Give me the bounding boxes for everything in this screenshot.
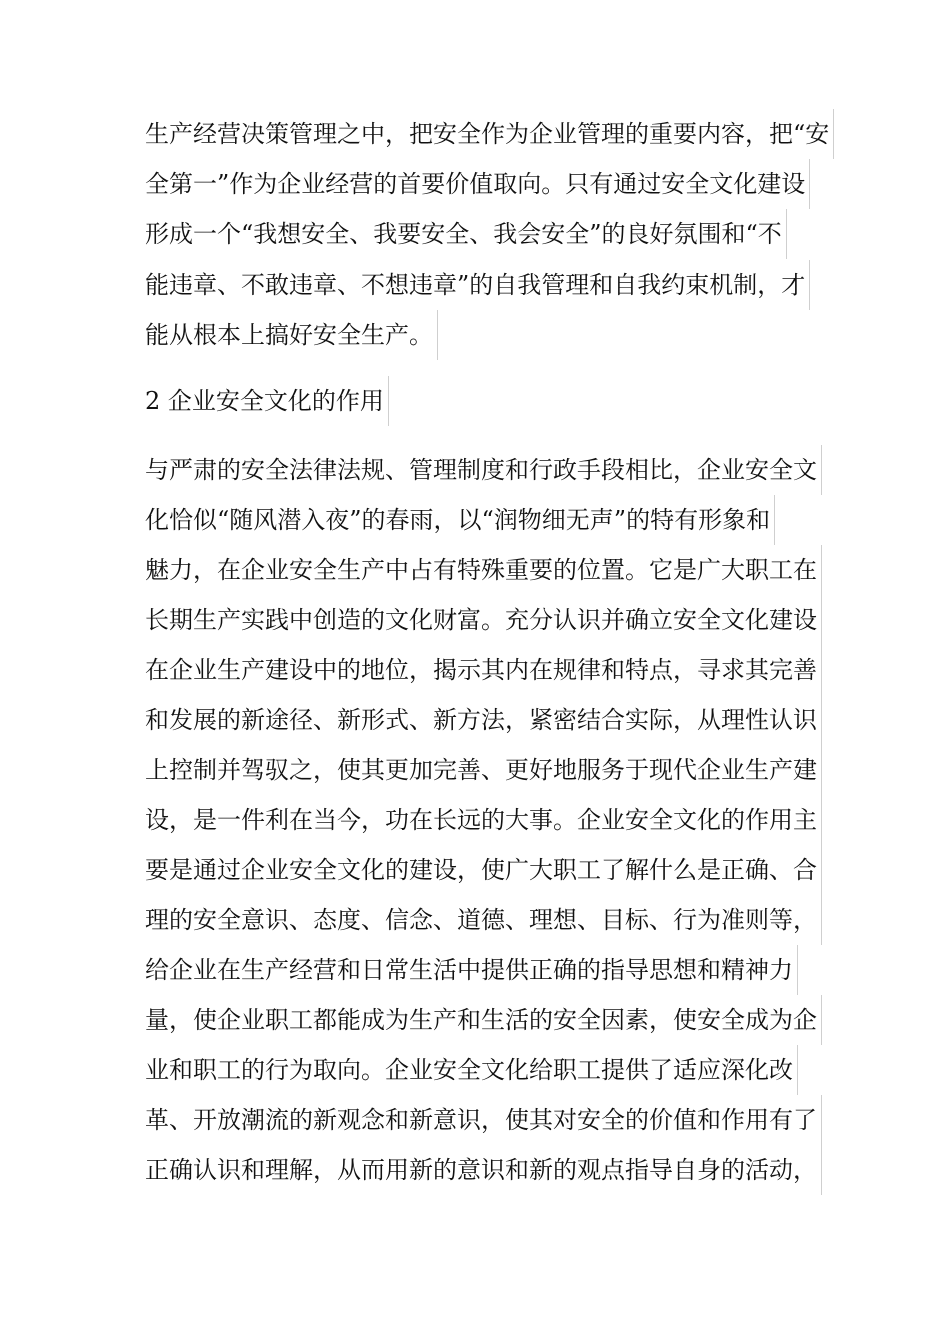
- paragraph-line: 全第一”作为企业经营的首要价值取向。只有通过安全文化建设: [145, 159, 810, 209]
- paragraph-line: 业和职工的行为取向。企业安全文化给职工提供了适应深化改: [145, 1045, 798, 1095]
- paragraph-line: 要是通过企业安全文化的建设，使广大职工了解什么是正确、合: [145, 845, 822, 895]
- paragraph-line: 化恰似“随风潜入夜”的春雨，以“润物细无声”的特有形象和: [145, 495, 775, 545]
- paragraph-line: 与严肃的安全法律法规、管理制度和行政手段相比，企业安全文: [145, 445, 822, 495]
- paragraph-line: 理的安全意识、态度、信念、道德、理想、目标、行为准则等，: [145, 895, 822, 945]
- paragraph-line: 和发展的新途径、新形式、新方法，紧密结合实际，从理性认识: [145, 695, 822, 745]
- paragraph-line: 生产经营决策管理之中，把安全作为企业管理的重要内容，把“安: [145, 109, 834, 159]
- paragraph-line: 魅力，在企业安全生产中占有特殊重要的位置。它是广大职工在: [145, 545, 822, 595]
- paragraph-line: 能从根本上搞好安全生产。: [145, 310, 438, 360]
- paragraph-line: 设，是一件利在当今，功在长远的大事。企业安全文化的作用主: [145, 795, 822, 845]
- paragraph-line: 量，使企业职工都能成为生产和生活的安全因素，使安全成为企: [145, 995, 822, 1045]
- paragraph-line: 长期生产实践中创造的文化财富。充分认识并确立安全文化建设: [145, 595, 822, 645]
- section-heading: 2 企业安全文化的作用: [145, 376, 389, 426]
- paragraph-line: 给企业在生产经营和日常生活中提供正确的指导思想和精神力: [145, 945, 798, 995]
- paragraph-line: 革、开放潮流的新观念和新意识，使其对安全的价值和作用有了: [145, 1095, 822, 1145]
- paragraph-line: 正确认识和理解，从而用新的意识和新的观点指导自身的活动，: [145, 1145, 822, 1195]
- paragraph-line: 形成一个“我想安全、我要安全、我会安全”的良好氛围和“不: [145, 209, 787, 259]
- paragraph-line: 在企业生产建设中的地位，揭示其内在规律和特点，寻求其完善: [145, 645, 822, 695]
- paragraph-line: 上控制并驾驭之，使其更加完善、更好地服务于现代企业生产建: [145, 745, 822, 795]
- paragraph-line: 能违章、不敢违章、不想违章”的自我管理和自我约束机制，才: [145, 260, 810, 310]
